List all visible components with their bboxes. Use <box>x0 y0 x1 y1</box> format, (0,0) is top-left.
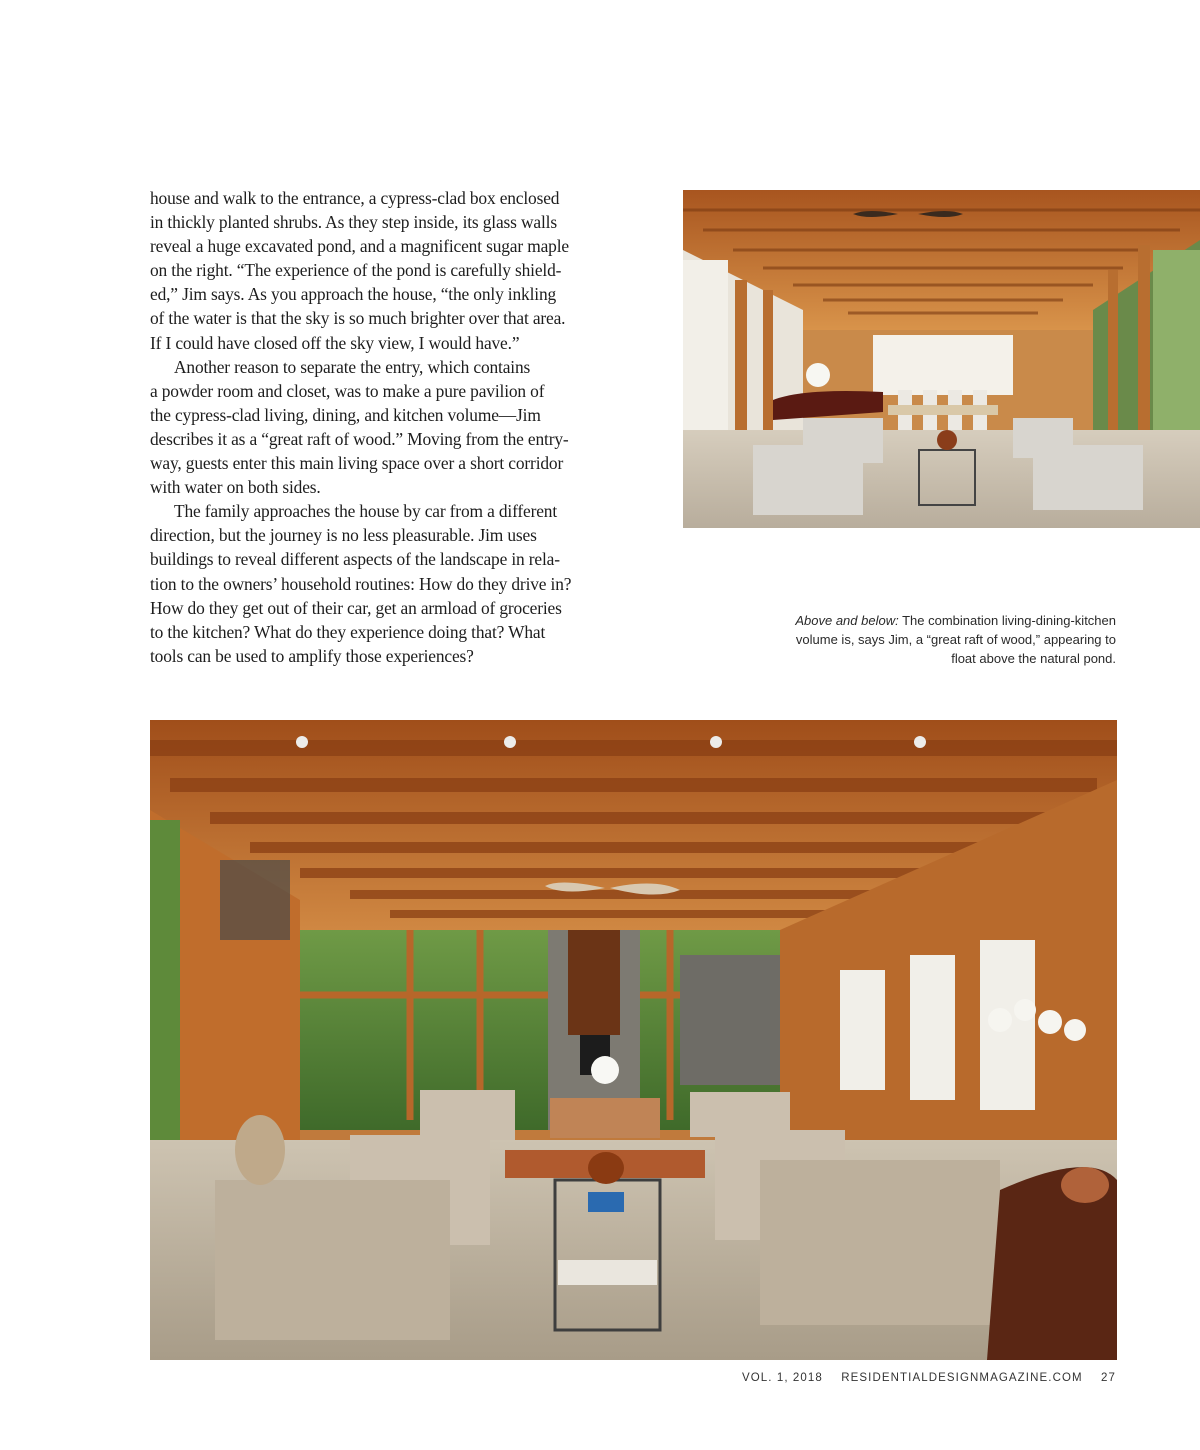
article-line: describes it as a “great raft of wood.” Moving from the entry- <box>150 428 569 449</box>
article-line: with water on both sides. <box>150 477 321 498</box>
photo-living-room <box>150 720 1117 1360</box>
article-line: If I could have closed off the sky view, I would have.” <box>150 332 520 353</box>
caption-lead: Above and below: <box>795 613 899 628</box>
article-line: ed,” Jim says. As you approach the house, “the only inkling <box>150 284 557 305</box>
article-line: Another reason to separate the entry, which contains <box>174 356 531 377</box>
article-line: reveal a huge excavated pond, and a magnificent sugar maple <box>150 236 569 257</box>
page-footer <box>742 1372 1116 1384</box>
article-line: tools can be used to amplify those experiences? <box>150 645 474 666</box>
article-line: in thickly planted shrubs. As they step inside, its glass walls <box>150 212 557 233</box>
caption-line-3: float above the natural pond. <box>951 651 1116 666</box>
article-body-text <box>150 186 612 668</box>
article-line: buildings to reveal different aspects of the landscape in rela- <box>150 549 560 570</box>
article-line: of the water is that the sky is so much brighter over that area. <box>150 308 566 329</box>
article-line: house and walk to the entrance, a cypress-clad box enclosed <box>150 188 560 208</box>
footer-page-number: 27 <box>1101 1372 1116 1384</box>
footer-volume: VOL. 1, 2018 <box>741 1372 823 1384</box>
article-line: a powder room and closet, was to make a pure pavilion of <box>150 380 545 401</box>
footer-website: RESIDENTIALDESIGNMAGAZINE.COM <box>841 1372 1083 1384</box>
article-line: How do they get out of their car, get an armload of groceries <box>150 597 562 618</box>
article-line: the cypress-clad living, dining, and kitchen volume—Jim <box>150 404 541 425</box>
photo-living-dining-room <box>683 190 1200 528</box>
article-line: to the kitchen? What do they experience doing that? What <box>150 621 546 642</box>
caption-line-1: The combination living-dining-kitchen <box>902 613 1116 628</box>
article-line: tion to the owners’ household routines: How do they drive in? <box>150 573 572 594</box>
article-line: on the right. “The experience of the pond is carefully shield- <box>150 260 562 281</box>
caption-line-2: volume is, says Jim, a “great raft of wood,” appearing to <box>795 632 1116 647</box>
article-line: way, guests enter this main living space over a short corridor <box>150 453 564 474</box>
photo-caption <box>716 611 1116 668</box>
article-line: direction, but the journey is no less pleasurable. Jim uses <box>150 525 537 546</box>
article-line: The family approaches the house by car from a different <box>174 501 558 522</box>
